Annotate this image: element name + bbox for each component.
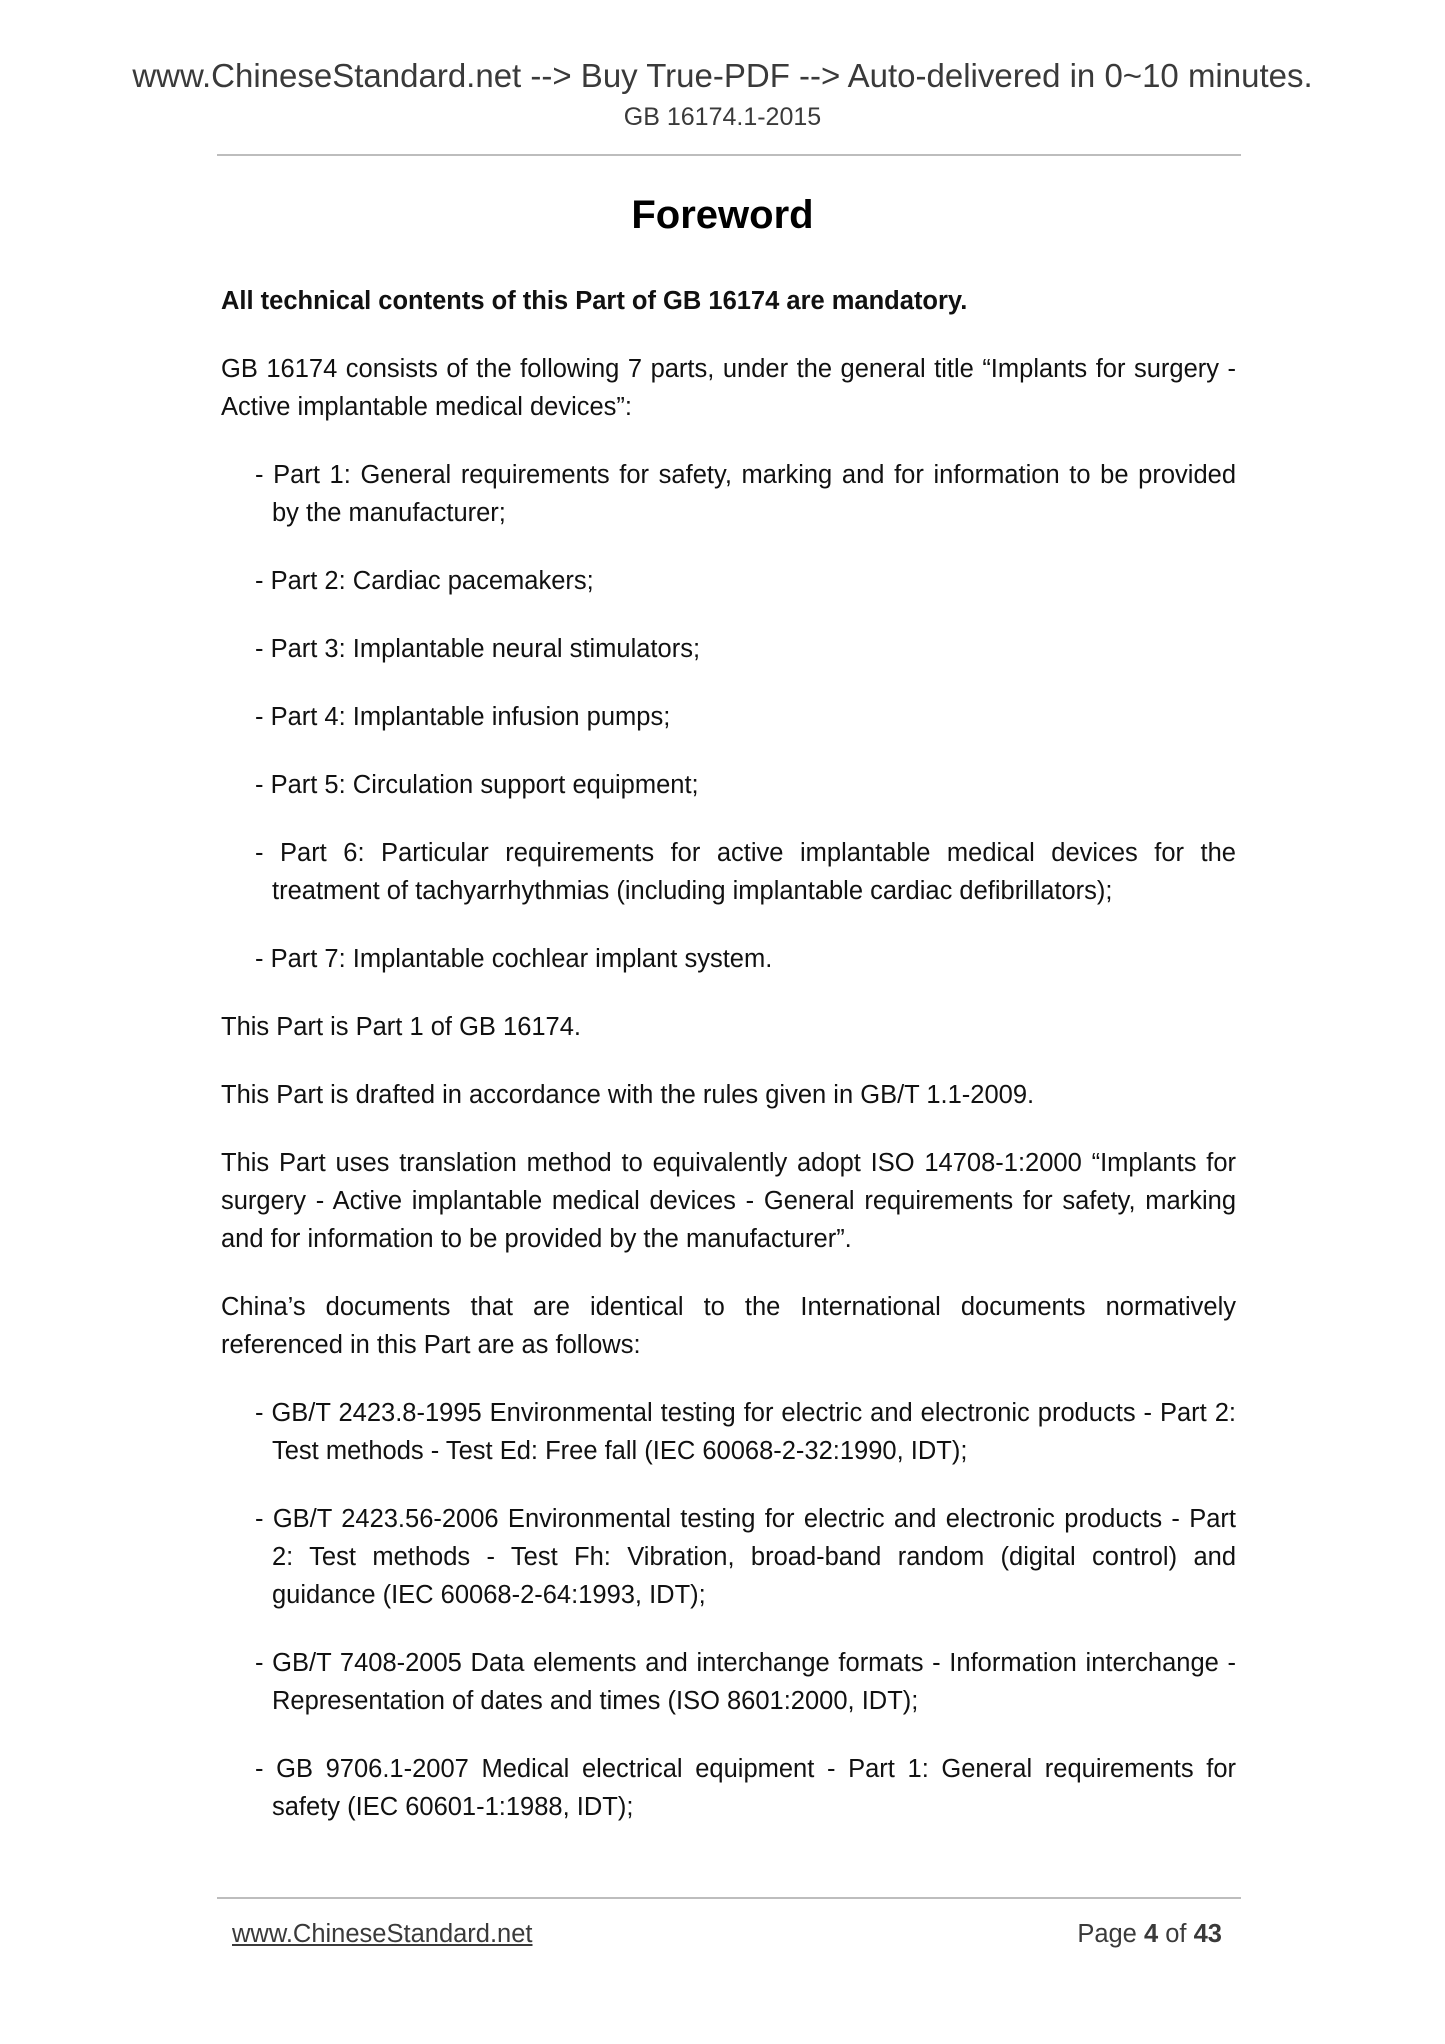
- list-item-part-4: - Part 4: Implantable infusion pumps;: [255, 703, 671, 731]
- list-item-part-7: - Part 7: Implantable cochlear implant system.: [255, 945, 773, 973]
- reference-item: - GB 9706.1-2007 Medical electrical equipment - Part 1: General requirements for safety (IEC 60601-1:1988, IDT);: [255, 1755, 1236, 1821]
- page-current: 4: [1143, 1920, 1159, 1948]
- list-item-part-5: - Part 5: Circulation support equipment;: [255, 771, 699, 799]
- document-id: GB 16174.1-2015: [623, 103, 822, 131]
- reference-item: - GB/T 2423.56-2006 Environmental testing for electric and electronic products - Part 2: Test methods - Test Fh: Vibration, broad-band random (digital control) and guidance (IEC 60068-2-64:1993, IDT);: [255, 1505, 1236, 1609]
- page-of-label: of: [1165, 1920, 1187, 1948]
- page-title: Foreword: [631, 193, 814, 237]
- list-item-part-6: - Part 6: Particular requirements for active implantable medical devices for the treatment of tachyarrhythmias (including implantable cardiac defibrillators);: [255, 839, 1236, 905]
- page-label: Page: [1077, 1920, 1137, 1948]
- list-item-part-3: - Part 3: Implantable neural stimulators;: [255, 635, 701, 663]
- list-item-part-1: - Part 1: General requirements for safety, marking and for information to be provided by the manufacturer;: [255, 461, 1236, 527]
- list-item-part-2: - Part 2: Cardiac pacemakers;: [255, 567, 594, 595]
- identical-intro-paragraph: China’s documents that are identical to the International documents normatively referenced in this Part are as follows:: [221, 1293, 1236, 1359]
- drafted-paragraph: This Part is drafted in accordance with the rules given in GB/T 1.1-2009.: [221, 1081, 1035, 1109]
- footer-divider: [217, 1897, 1241, 1899]
- header-banner: www.ChineseStandard.net --> Buy True-PDF --> Auto-delivered in 0~10 minutes.: [132, 57, 1313, 94]
- intro-paragraph: GB 16174 consists of the following 7 parts, under the general title “Implants for surgery - Active implantable medical devices”:: [221, 355, 1236, 421]
- footer-site-link[interactable]: www.ChineseStandard.net: [232, 1920, 533, 1948]
- page-number: [1077, 1917, 1222, 1951]
- header-divider: [217, 154, 1241, 156]
- translation-paragraph: This Part uses translation method to equivalently adopt ISO 14708-1:2000 “Implants for surgery - Active implantable medical devices - General requirements for safety, marking and for information to be provided by the manufacturer”.: [221, 1149, 1236, 1253]
- document-body: [221, 282, 1236, 1856]
- page-total: 43: [1193, 1920, 1222, 1948]
- reference-item: - GB/T 7408-2005 Data elements and interchange formats - Information interchange - Representation of dates and times (ISO 8601:2000, IDT);: [255, 1649, 1236, 1715]
- part-of-paragraph: This Part is Part 1 of GB 16174.: [221, 1013, 582, 1041]
- mandatory-statement: All technical contents of this Part of GB 16174 are mandatory.: [221, 287, 968, 315]
- reference-item: - GB/T 2423.8-1995 Environmental testing for electric and electronic products - Part 2: Test methods - Test Ed: Free fall (IEC 60068-2-32:1990, IDT);: [255, 1399, 1236, 1465]
